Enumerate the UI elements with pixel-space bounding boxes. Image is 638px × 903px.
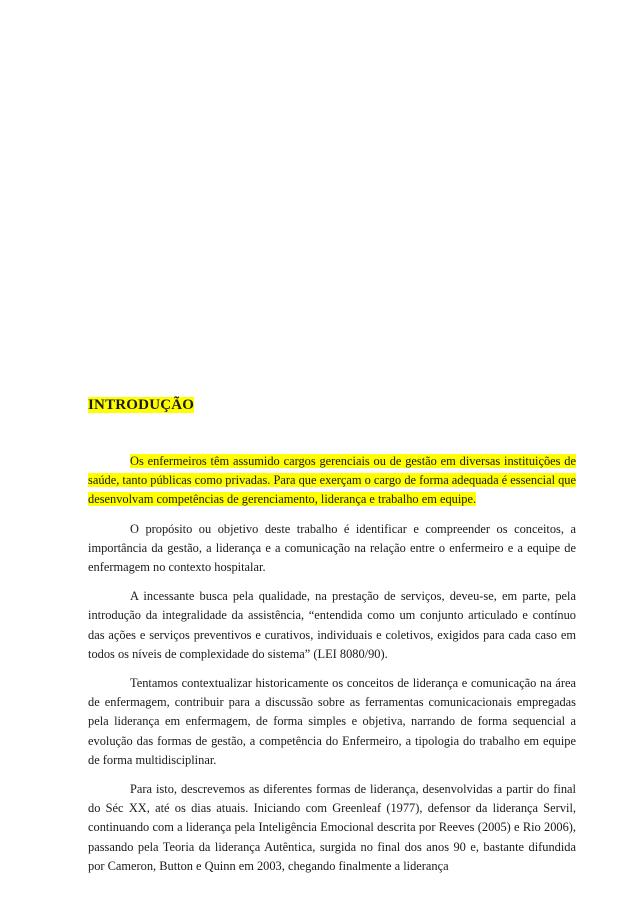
paragraph-3: A incessante busca pela qualidade, na prestação de serviços, deveu-se, em parte, pela introdução da integralidade da assistência, “entendida como um conjunto articulado e contínuo das ações e serviços preventivos e curativos, individuais e coletivos, exigidos para cada caso em todos os níveis de complexidade do sistema” (LEI 8080/90). <box>88 589 576 661</box>
body-text <box>88 452 576 886</box>
heading-highlight: INTRODUÇÃO <box>88 397 195 413</box>
paragraph-2: O propósito ou objetivo deste trabalho é identificar e compreender os conceitos, a importância da gestão, a liderança e a comunicação na relação entre o enfermeiro e a equipe de enfermagem no contexto hospitalar. <box>88 521 576 575</box>
section-heading <box>88 397 194 414</box>
paragraph-1-highlight: Os enfermeiros têm assumido cargos gerenciais ou de gestão em diversas instituições de saúde, tanto públicas como privadas. Para que exerçam o cargo de forma adequada é essencial que desenvolvam competências de gerenciamento, liderança e trabalho em equipe. <box>88 454 576 507</box>
paragraph-4: Tentamos contextualizar historicamente os conceitos de liderança e comunicação na área de enfermagem, contribuir para a discussão sobre as ferramentas comunicacionais empregadas pela liderança em enfermagem, de forma simples e objetiva, narrando de forma sequencial a evolução das formas de gestão, a competência do Enfermeiro, a tipologia do trabalho em equipe de forma multidisciplinar. <box>88 676 576 767</box>
paragraph-5: Para isto, descrevemos as diferentes formas de liderança, desenvolvidas a partir do final do Séc XX, até os dias atuais. Iniciando com Greenleaf (1977), defensor da liderança Servil, continuando com a liderança pela Inteligência Emocional descrita por Reeves (2005) e Rio 2006), passando pela Teoria da liderança Autêntica, surgida no final dos anos 90 e, bastante difundida por Cameron, Button e Quinn em 2003, chegando finalmente a liderança <box>88 782 576 873</box>
paragraph-1 <box>88 452 576 510</box>
